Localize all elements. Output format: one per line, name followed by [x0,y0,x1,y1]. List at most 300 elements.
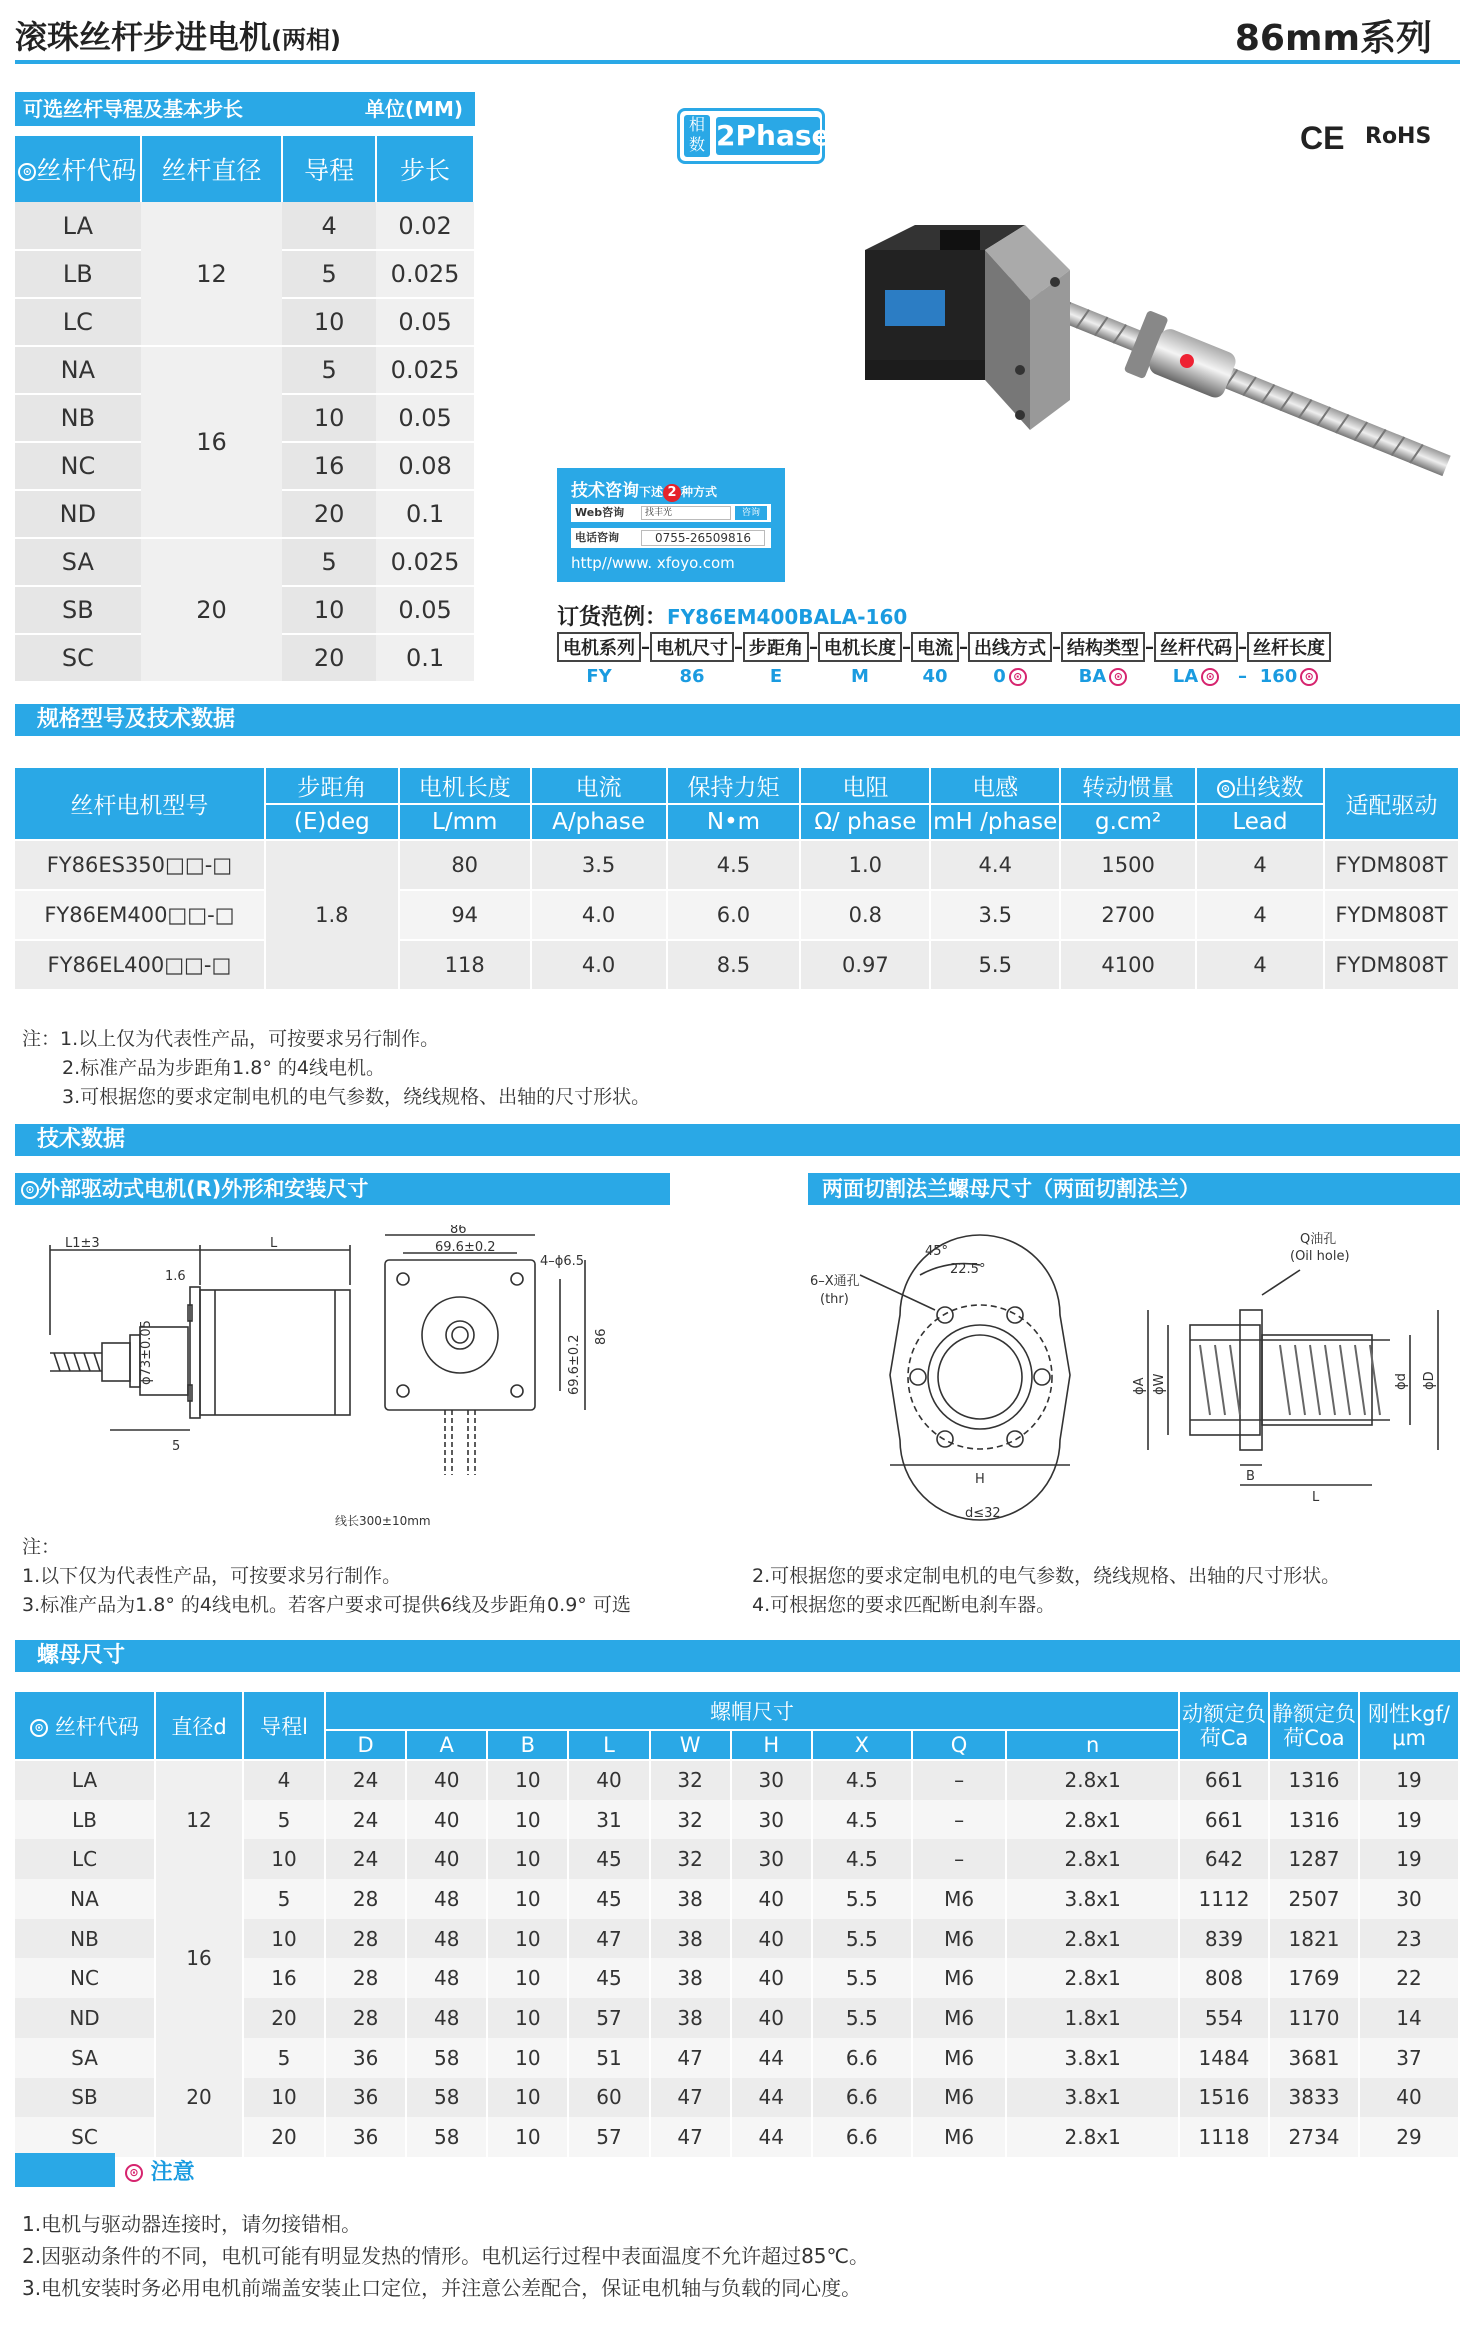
nut-code: LC [15,1839,155,1879]
nut-cell: 36 [325,2117,406,2157]
order-sep: – [1237,633,1248,661]
header-rule [15,60,1460,64]
order-field: 丝杆代码 [1155,633,1237,661]
spec-cell: 2700 [1060,890,1196,940]
nut-cell: 1821 [1269,1919,1359,1959]
lead-lead: 5 [282,538,376,586]
order-sep: – [901,633,912,661]
lead-col-dia: 丝杆直径 [141,136,283,202]
note-line: 3.标准产品为1.8° 的4线电机。若客户要求可提供6线及步距角0.9° 可选 [22,1594,631,1616]
spec-col-lead: ⊙ 出线数 [1196,768,1324,804]
lead-step: 0.025 [376,538,474,586]
spec-cell: FYDM808T [1324,940,1459,990]
nut-cell: 1516 [1179,2078,1269,2118]
nut-cell: 40 [731,1879,812,1919]
dim-86: 86 [450,1225,467,1237]
nut-col-size: 螺帽尺寸 [325,1692,1179,1730]
nut-cell: 36 [325,2078,406,2118]
spec-col-res: 电阻 [800,768,930,804]
lead-code: NB [15,394,141,442]
nut-cell: 5.5 [812,1998,912,2038]
spec-cell: 4 [1196,940,1324,990]
lead-col-code: ⊙ 丝杆代码 [15,136,141,202]
nut-cell: 24 [325,1760,406,1800]
web-label: Web咨询 [575,506,625,519]
nut-cell: 48 [406,1879,487,1919]
dim-phiW: ϕW [1152,1373,1167,1395]
caution-item: 1.电机与驱动器连接时，请勿接错相。 [22,2212,362,2236]
order-field: 电机长度 [819,633,901,661]
spec-col-inertia: 转动惯量 [1060,768,1196,804]
spec-unit: Ω/ phase [800,804,930,840]
tel-label: 电话咨询 [575,531,619,544]
nut-code: SA [15,2038,155,2078]
nut-cell: 20 [243,2117,325,2157]
nut-cell: 28 [325,1879,406,1919]
nut-cell: 1170 [1269,1998,1359,2038]
note-line: 4.可根据您的要求匹配断电刹车器。 [752,1594,1056,1616]
nut-cell: 47 [650,2117,731,2157]
nut-cell: 57 [568,1998,649,2038]
nut-sub-col: W [650,1730,731,1760]
nut-code: LA [15,1760,155,1800]
phase-badge-label: 相 数 [684,115,710,157]
nut-cell: 40 [731,1998,812,2038]
nut-code: SB [15,2078,155,2118]
spec-cell: 4.5 [667,840,801,890]
nut-cell: 28 [325,1919,406,1959]
nut-table [15,1692,1460,2157]
nut-col-ca: 动额定负荷Ca [1179,1692,1269,1760]
order-value: 0 ⊙ [969,661,1051,691]
nut-cell: 40 [1359,2078,1459,2118]
lead-step: 0.05 [376,586,474,634]
caution-block [15,2153,115,2187]
lead-lead: 10 [282,298,376,346]
nut-cell: 10 [487,2078,568,2118]
lead-table-unit: 单位(MM) [364,97,463,121]
nut-cell: 1.8x1 [1006,1998,1179,2038]
nut-col-coa: 静额定负荷Coa [1269,1692,1359,1760]
nut-cell: 58 [406,2078,487,2118]
spec-cell: 4.0 [531,890,667,940]
nut-col-stiff: 刚性kgf/μm [1359,1692,1459,1760]
nut-cell: 30 [1359,1879,1459,1919]
caution-item: 2.因驱动条件的不同，电机可能有明显发热的情形。电机运行过程中表面温度不允许超过85℃。 [22,2244,869,2268]
nut-cell: 20 [243,1998,325,2038]
nut-cell: 29 [1359,2117,1459,2157]
nut-cell: 839 [1179,1919,1269,1959]
nut-cell: 554 [1179,1998,1269,2038]
spec-cell: 0.8 [800,890,930,940]
order-sep-val [733,661,744,691]
nut-sub-col: D [325,1730,406,1760]
order-value: 40 [922,666,948,687]
nut-cell: 24 [325,1800,406,1840]
nut-cell: 38 [650,1998,731,2038]
nut-cell: 4.5 [812,1760,912,1800]
nut-cell: 40 [731,1919,812,1959]
nut-cell: 5 [243,2038,325,2078]
nut-code: SC [15,2117,155,2157]
spec-col-model: 丝杆电机型号 [15,768,265,840]
nut-cell: 58 [406,2038,487,2078]
nut-cell: – [912,1839,1007,1879]
order-sep: – [808,633,819,661]
nut-cell: 5.5 [812,1879,912,1919]
table-row [15,1760,1459,1800]
spec-cell: 4.0 [531,940,667,990]
order-sep: – [958,633,969,661]
order-sep-val [1144,661,1155,691]
nut-cell: 2507 [1269,1879,1359,1919]
nut-cell: 44 [731,2038,812,2078]
spec-cell: 4.4 [930,840,1060,890]
nut-cell: 16 [243,1958,325,1998]
dim-86v: 86 [594,1328,609,1345]
spec-cell: 4 [1196,840,1324,890]
nut-cell: M6 [912,2117,1007,2157]
pin-icon: ⊙ [1009,668,1027,686]
lead-code: SB [15,586,141,634]
flange-nut-drawing [800,1225,1460,1535]
lead-lead: 10 [282,586,376,634]
spec-model: FY86ES350□□-□ [15,840,265,890]
phase-badge [677,108,831,164]
dim-Q: Q油孔 [1300,1232,1337,1247]
caution-title: ⊙ 注意 [125,2155,195,2186]
spec-cell: 4100 [1060,940,1196,990]
note-line: 2.标准产品为步距角1.8° 的4线电机。 [62,1057,385,1079]
spec-unit: Lead [1196,804,1324,840]
nut-cell: 1118 [1179,2117,1269,2157]
spec-unit: g.cm² [1060,804,1196,840]
nut-cell: 40 [731,1958,812,1998]
nut-cell: 1112 [1179,1879,1269,1919]
order-field: 结构类型 [1062,633,1144,661]
dim-hole: 4–ϕ6.5 [540,1254,585,1269]
nut-cell: 2.8x1 [1006,1839,1179,1879]
nut-col-lead: 导程l [243,1692,325,1760]
nut-cell: 47 [650,2038,731,2078]
spec-col-step: 步距角 [265,768,399,804]
motor-outline-drawing [40,1225,640,1535]
pin-icon: ⊙ [1217,780,1235,798]
nut-cell: 3833 [1269,2078,1359,2118]
pin-icon: ⊙ [125,2164,143,2182]
nut-cell: M6 [912,1958,1007,1998]
order-sep-val [958,661,969,691]
nut-cell: 48 [406,1998,487,2038]
nut-cell: 2.8x1 [1006,2117,1179,2157]
spec-model: FY86EM400□□-□ [15,890,265,940]
web-input[interactable]: 找丰光 [641,506,731,520]
nut-cell: M6 [912,1998,1007,2038]
nut-cell: 5 [243,1800,325,1840]
lead-diameter: 20 [141,538,283,682]
nut-cell: 661 [1179,1760,1269,1800]
dim-phiD: ϕD [1422,1371,1437,1390]
dim-45: 45° [925,1244,949,1259]
notes-1 [22,1025,650,1112]
nut-cell: 3.8x1 [1006,1879,1179,1919]
nut-cell: 32 [650,1839,731,1879]
table-row [15,202,474,250]
nut-cell: M6 [912,2078,1007,2118]
nut-cell: M6 [912,1879,1007,1919]
nut-cell: 30 [731,1800,812,1840]
web-button[interactable]: 咨询 [735,506,767,520]
nut-cell: 44 [731,2117,812,2157]
caution-list [22,2208,869,2304]
spec-col-drive: 适配驱动 [1324,768,1459,840]
nut-cell: 40 [406,1800,487,1840]
lead-code: NC [15,442,141,490]
series-title: 86mm系列 [1234,18,1432,59]
spec-cell: 1.0 [800,840,930,890]
nut-cell: 44 [731,2078,812,2118]
pin-icon: ⊙ [1201,668,1219,686]
nut-diameter: 20 [155,2038,243,2157]
nut-cell: 2734 [1269,2117,1359,2157]
pin-icon: ⊙ [21,1181,39,1199]
order-value: M [851,666,869,687]
nut-col-dia: 直径d [155,1692,243,1760]
dim-d32: d≤32 [965,1506,1001,1521]
nut-cell: 48 [406,1919,487,1959]
spec-model: FY86EL400□□-□ [15,940,265,990]
lead-lead: 20 [282,634,376,682]
lead-lead: 16 [282,442,376,490]
consult-url[interactable]: http//www. xfoyo.com [571,554,735,572]
spec-cell: 0.97 [800,940,930,990]
nut-cell: 1316 [1269,1800,1359,1840]
nut-cell: 28 [325,1958,406,1998]
nut-cell: 10 [487,1800,568,1840]
nut-cell: 32 [650,1760,731,1800]
nut-cell: 1484 [1179,2038,1269,2078]
spec-cell: 8.5 [667,940,801,990]
nut-cell: 32 [650,1800,731,1840]
pin-icon: ⊙ [1300,668,1318,686]
dim-thr: (thr) [820,1292,849,1307]
order-value: FY [586,666,612,687]
nut-cell: 19 [1359,1800,1459,1840]
consult-sub-a: 下述 [639,485,664,499]
lead-step: 0.025 [376,250,474,298]
title-main: 滚珠丝杆步进电机 [15,18,272,56]
spec-cell: 3.5 [531,840,667,890]
spec-cell: 3.5 [930,890,1060,940]
spec-cell: 6.0 [667,890,801,940]
nut-sub-col: B [487,1730,568,1760]
nut-cell: 58 [406,2117,487,2157]
nut-cell: 40 [406,1839,487,1879]
nut-cell: 10 [243,1919,325,1959]
nut-code: ND [15,1998,155,2038]
nut-cell: 4.5 [812,1839,912,1879]
spec-cell: 1500 [1060,840,1196,890]
pin-icon: ⊙ [30,1719,48,1737]
tech-bar: 技术数据 [15,1124,1460,1156]
nut-cell: 14 [1359,1998,1459,2038]
lead-step: 0.1 [376,490,474,538]
dim-16: 1.6 [165,1269,186,1284]
table-row [15,2038,1459,2078]
nut-col-code: ⊙ 丝杆代码 [15,1692,155,1760]
order-value: 86 [679,666,705,687]
dim-phid: ϕd [1394,1373,1409,1390]
nut-cell: 28 [325,1998,406,2038]
spec-unit: A/phase [531,804,667,840]
dim-696v: 69.6±0.2 [567,1334,582,1395]
dim-oil: (Oil hole) [1290,1249,1350,1264]
nut-cell: 6.6 [812,2038,912,2078]
order-field: 电机尺寸 [651,633,733,661]
spec-step-angle: 1.8 [265,840,399,990]
order-sep-val [1051,661,1062,691]
nut-cell: 4 [243,1760,325,1800]
nut-cell: 10 [487,1879,568,1919]
lead-code: NA [15,346,141,394]
nut-cell: 10 [487,1919,568,1959]
nut-sub-col: H [731,1730,812,1760]
spec-col-torque: 保持力矩 [667,768,801,804]
lead-code: ND [15,490,141,538]
lead-lead: 5 [282,250,376,298]
nut-cell: – [912,1800,1007,1840]
spec-col-len: 电机长度 [399,768,531,804]
note-head: 注： [22,1536,61,1558]
dim-H: H [975,1472,985,1487]
lead-step: 0.05 [376,298,474,346]
nut-cell: 36 [325,2038,406,2078]
note-line: 2.可根据您的要求定制电机的电气参数，绕线规格、出轴的尺寸形状。 [752,1565,1341,1587]
spec-table [15,768,1460,991]
lead-lead: 5 [282,346,376,394]
nut-sub-col: X [812,1730,912,1760]
nut-cell: 51 [568,2038,649,2078]
rohs-mark: RoHS [1365,124,1432,149]
lead-step: 0.025 [376,346,474,394]
dim-B: B [1246,1469,1255,1484]
dim-phi73: ϕ73±0.05 [139,1320,154,1385]
nut-bar: 螺母尺寸 [15,1640,1460,1672]
nut-cell: 19 [1359,1760,1459,1800]
dim-L1: L1±3 [65,1236,100,1251]
order-field: 步距角 [744,633,808,661]
nut-cell: – [912,1760,1007,1800]
nut-sub-col: A [406,1730,487,1760]
lead-code: LA [15,202,141,250]
spec-bar: 规格型号及技术数据 [15,704,1460,736]
nut-cell: 19 [1359,1839,1459,1879]
spec-unit: L/mm [399,804,531,840]
caution-item: 3.电机安装时务必用电机前端盖安装止口定位，并注意公差配合，保证电机轴与负载的同心度。 [22,2276,862,2300]
phase-badge-value: 2Phase [716,117,820,155]
nut-cell: 10 [487,1958,568,1998]
nut-cell: 642 [1179,1839,1269,1879]
dim-phiA: ϕA [1132,1377,1147,1395]
dim-5: 5 [172,1439,181,1454]
dim-L: L [1312,1490,1320,1505]
nut-cell: 5.5 [812,1919,912,1959]
ce-mark: CE [1300,120,1345,156]
nut-cell: 30 [731,1839,812,1879]
nut-cell: 47 [568,1919,649,1959]
nut-cell: 661 [1179,1800,1269,1840]
nut-cell: 5 [243,1879,325,1919]
order-field: 电流 [912,633,958,661]
nut-cell: 40 [406,1760,487,1800]
spec-cell: FYDM808T [1324,840,1459,890]
nut-code: NA [15,1879,155,1919]
order-sep: – [1144,633,1155,661]
consult-title: 技术咨询 [571,481,639,501]
table-row [15,890,1459,940]
nut-cell: 23 [1359,1919,1459,1959]
consult-box [557,468,785,582]
order-sep-val [901,661,912,691]
table-row [15,1879,1459,1919]
order-sep-val [640,661,651,691]
nut-diameter: 16 [155,1879,243,2038]
lead-code: SC [15,634,141,682]
spec-unit: N•m [667,804,801,840]
nut-cell: 10 [487,2038,568,2078]
nut-cell: 30 [731,1760,812,1800]
order-example: FY86EM400BALA-160 [667,605,908,629]
order-field: 电机系列 [558,633,640,661]
spec-cell: 94 [399,890,531,940]
drawing-right-title: 两面切割法兰螺母尺寸（两面切割法兰） [808,1173,1460,1205]
nut-cell: 10 [487,1998,568,2038]
lead-col-step: 步长 [376,136,474,202]
lead-code: LB [15,250,141,298]
notes-2 [22,1533,1462,1620]
nut-cell: 45 [568,1958,649,1998]
nut-cell: 2.8x1 [1006,1919,1179,1959]
nut-cell: 2.8x1 [1006,1760,1179,1800]
nut-cell: 1287 [1269,1839,1359,1879]
spec-cell: 5.5 [930,940,1060,990]
lead-step: 0.05 [376,394,474,442]
nut-diameter: 12 [155,1760,243,1879]
nut-cell: 10 [243,2078,325,2118]
lead-lead: 20 [282,490,376,538]
note-line: 注：1.以上仅为代表性产品，可按要求另行制作。 [22,1028,440,1050]
lead-diameter: 16 [141,346,283,538]
lead-step: 0.08 [376,442,474,490]
nut-cell: 57 [568,2117,649,2157]
title-sub: (两相) [271,26,341,54]
nut-cell: 10 [487,2117,568,2157]
nut-cell: 45 [568,1879,649,1919]
nut-cell: 47 [650,2078,731,2118]
consult-sub-b: 种方式 [681,485,718,499]
note-line: 3.可根据您的要求定制电机的电气参数，绕线规格、出轴的尺寸形状。 [62,1086,651,1108]
order-sep-val [808,661,819,691]
nut-cell: 3.8x1 [1006,2078,1179,2118]
lead-table-header [15,92,475,126]
motor-image [855,220,1470,490]
nut-cell: 38 [650,1879,731,1919]
pin-icon: ⊙ [18,163,36,181]
nut-cell: 5.5 [812,1958,912,1998]
order-field: 出线方式 [969,633,1051,661]
order-sep: – [640,633,651,661]
dim-225: 22.5° [950,1262,986,1277]
